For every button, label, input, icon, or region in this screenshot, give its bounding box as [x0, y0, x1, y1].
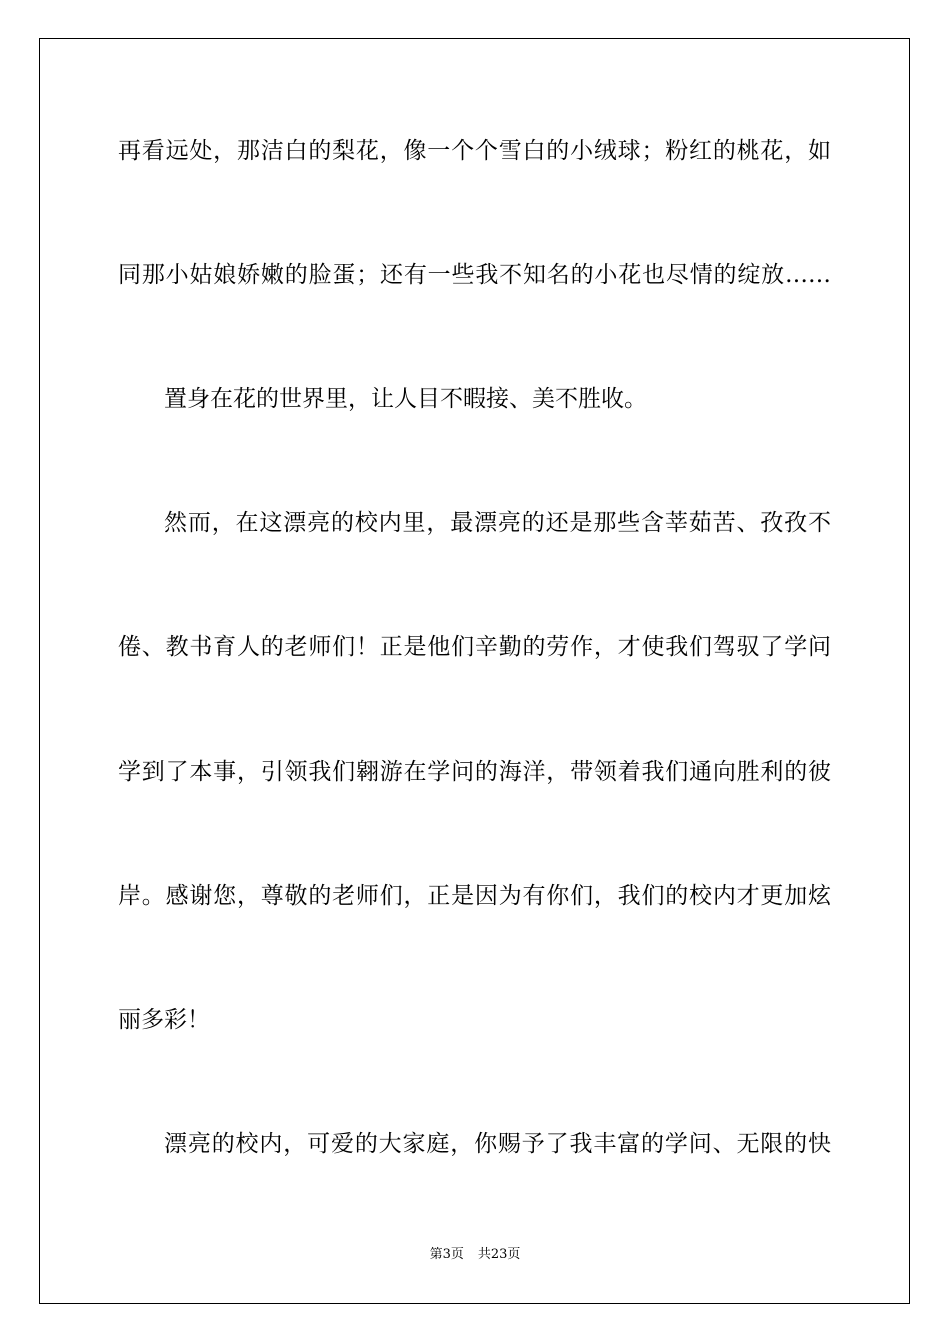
- paragraph-line-8: 丽多彩！: [118, 1007, 210, 1033]
- page-frame: [39, 38, 910, 1304]
- paragraph-line-4: 然而，在这漂亮的校内里，最漂亮的还是那些含莘茹苦、孜孜不: [164, 510, 831, 536]
- page-total: 共23页: [477, 1247, 521, 1262]
- paragraph-line-7: 岸。感谢您，尊敬的老师们，正是因为有你们，我们的校内才更加炫: [118, 883, 831, 909]
- paragraph-line-9: 漂亮的校内，可爱的大家庭，你赐予了我丰富的学问、无限的快: [164, 1131, 831, 1157]
- paragraph-line-3: 置身在花的世界里，让人目不暇接、美不胜收。: [164, 386, 647, 412]
- paragraph-line-1: 再看远处，那洁白的梨花，像一个个雪白的小绒球；粉红的桃花，如: [118, 138, 831, 164]
- paragraph-line-6: 学到了本事，引领我们翱游在学问的海洋，带领着我们通向胜利的彼: [118, 759, 831, 785]
- paragraph-line-5: 倦、教书育人的老师们！正是他们辛勤的劳作，才使我们驾驭了学问: [118, 634, 831, 660]
- paragraph-line-2: 同那小姑娘娇嫩的脸蛋；还有一些我不知名的小花也尽情的绽放……: [118, 262, 831, 288]
- page-number: 第3页: [429, 1247, 464, 1262]
- page-footer: [0, 1246, 950, 1264]
